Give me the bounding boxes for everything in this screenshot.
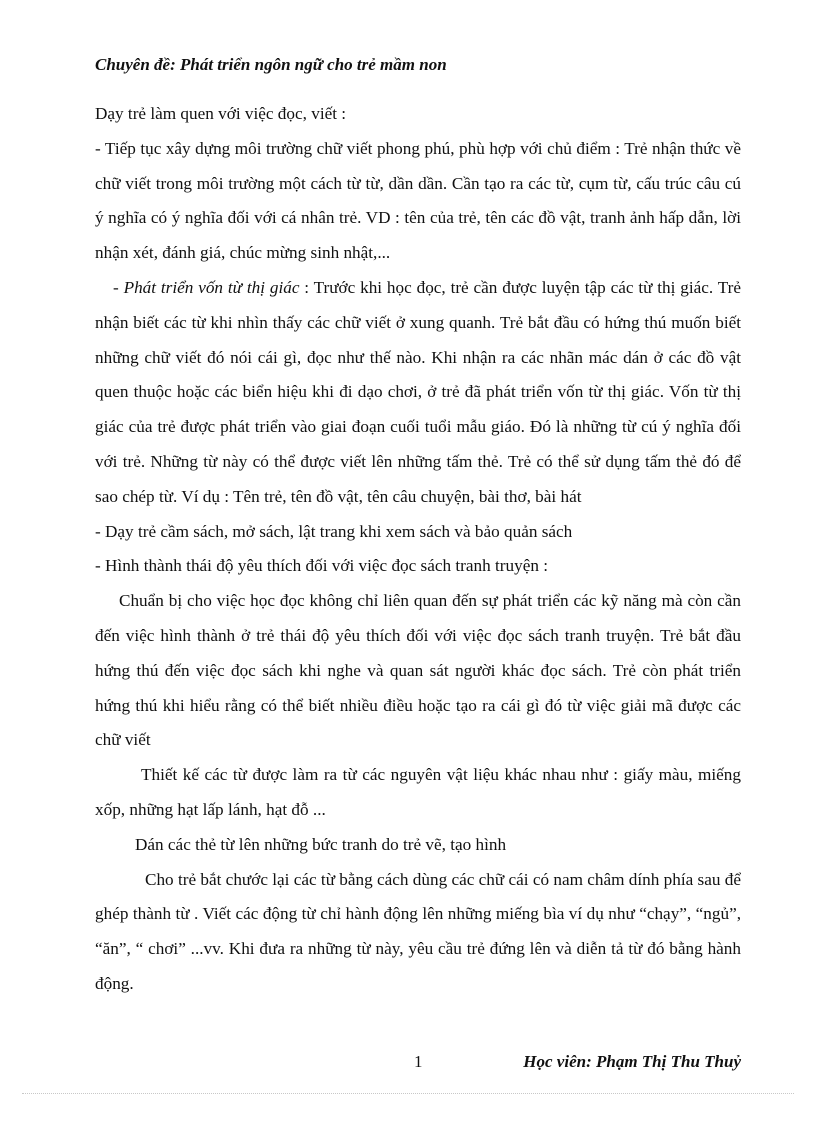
paragraph-intro: Dạy trẻ làm quen với việc đọc, viết : bbox=[95, 104, 347, 123]
paragraph-environment: - Tiếp tục xây dựng môi trường chữ viết phong phú, phù hợp với chủ điểm : Trẻ nhận thức về chữ viết trong môi trường một cách từ từ, dần dần. Cần tạo ra các từ, cụm từ, cấu trúc câu cú ý nghĩa có ý nghĩa đối với cá nhân trẻ. VD : tên của trẻ, tên các đồ vật, tranh ảnh hấp dẫn, lời nhận xét, đánh giá, chúc mừng sinh nhật,... bbox=[95, 138, 741, 263]
paragraph-visual-vocabulary-text: : Trước khi học đọc, trẻ cần được luyện tập các từ thị giác. Trẻ nhận biết các từ khi nhìn thấy các chữ viết ở xung quanh. Trẻ bắt đầu có hứng thú muốn biết những chữ viết đó nói cái gì, đọc như thế nào. Khi nhận ra các nhãn mác dán ở các đồ vật quen thuộc hoặc các biển hiệu khi đi dạo chơi, ở trẻ đã phát triển vốn từ thị giác. Vốn từ thị giác của trẻ được phát triển vào giai đoạn cuối tuổi mẫu giáo. Đó là những từ cú ý nghĩa đối với trẻ. Những từ này có thể được viết lên những tấm thẻ. Trẻ có thể sử dụng tấm thẻ đó để sao chép từ. Ví dụ : Tên trẻ, tên đồ vật, tên câu chuyện, bài thơ, bài hát bbox=[95, 277, 741, 506]
document-header-title: Chuyên đề: Phát triển ngôn ngữ cho trẻ mầm non bbox=[95, 55, 447, 74]
paragraph-imitation: Cho trẻ bắt chước lại các từ bằng cách dùng các chữ cái có nam châm dính phía sau để ghép thành từ . Viết các động từ chỉ hành động lên những miếng bìa ví dụ như “chạy”, “ngủ”, “ăn”, “ chơi” ...vv. Khi đưa ra những từ này, yêu cầu trẻ đứng lên và diễn tả từ đó bằng hành động. bbox=[95, 869, 741, 993]
paragraph-book-handling: - Dạy trẻ cầm sách, mở sách, lật trang khi xem sách và bảo quản sách bbox=[95, 521, 573, 541]
document-body bbox=[95, 97, 741, 1002]
paragraph-visual-vocabulary-heading: - Phát triển vốn từ thị giác bbox=[113, 277, 300, 297]
paragraph-visual-vocabulary bbox=[95, 271, 741, 515]
page-number: 1 bbox=[414, 1052, 423, 1071]
paragraph-word-cards: Dán các thẻ từ lên những bức tranh do trẻ vẽ, tạo hình bbox=[135, 834, 507, 854]
paragraph-word-design: Thiết kế các từ được làm ra từ các nguyên vật liệu khác nhau như : giấy màu, miếng xốp, những hạt lấp lánh, hạt đỗ ... bbox=[95, 765, 741, 819]
paragraph-preparation: Chuẩn bị cho việc học đọc không chỉ liên quan đến sự phát triển các kỹ năng mà còn cần đến việc hình thành ở trẻ thái độ yêu thích đối với việc đọc sách tranh truyện. Trẻ bắt đầu hứng thú đến việc đọc sách khi nghe và quan sát người khác đọc sách. Trẻ còn phát triển hứng thú khi hiểu rằng có thể biết nhiều điều hoặc tạo ra cái gì đó từ việc giải mã được các chữ viết bbox=[95, 591, 741, 750]
paragraph-reading-attitude: - Hình thành thái độ yêu thích đối với việc đọc sách tranh truyện : bbox=[95, 556, 548, 576]
footer-divider bbox=[22, 1093, 794, 1094]
footer-author: Học viên: Phạm Thị Thu Thuỷ bbox=[523, 1052, 741, 1071]
